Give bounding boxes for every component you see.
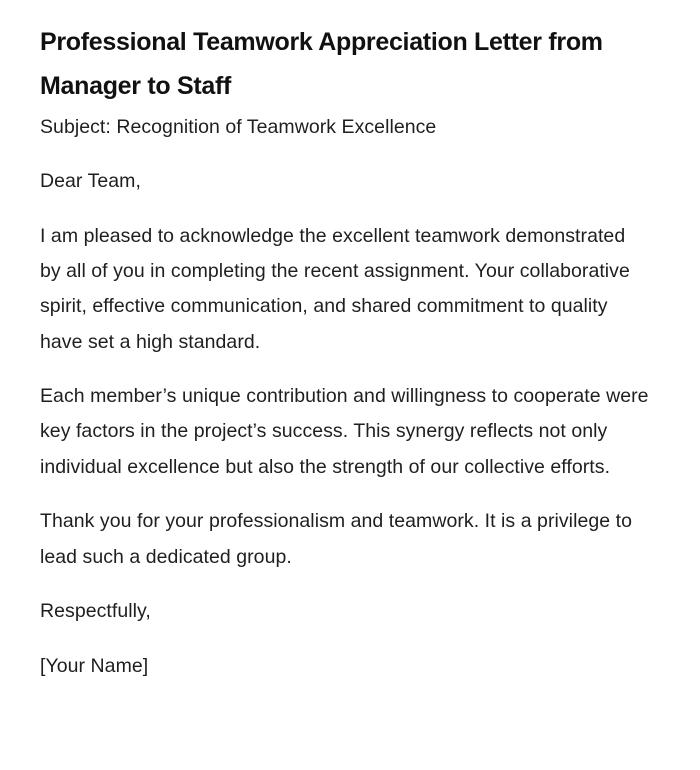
letter-document bbox=[40, 20, 650, 704]
letter-paragraph-2: Each member’s unique contribution and willingness to cooperate were key factors in the project’s success. This synergy reflects not only individual excellence but also the strength of our collective efforts. bbox=[40, 385, 649, 478]
letter-paragraph-3: Thank you for your professionalism and teamwork. It is a privilege to lead such a dedicated group. bbox=[40, 510, 632, 568]
letter-title: Professional Teamwork Appreciation Letter from Manager to Staff bbox=[40, 28, 603, 100]
letter-salutation: Dear Team, bbox=[40, 170, 141, 193]
letter-paragraph-1: I am pleased to acknowledge the excellent teamwork demonstrated by all of you in completing the recent assignment. Your collaborative spirit, effective communication, and shared commitment to quality have set a high standard. bbox=[40, 224, 630, 353]
letter-signature: [Your Name] bbox=[40, 654, 149, 677]
letter-subject: Subject: Recognition of Teamwork Excellence bbox=[40, 116, 437, 138]
letter-closing: Respectfully, bbox=[40, 600, 151, 623]
